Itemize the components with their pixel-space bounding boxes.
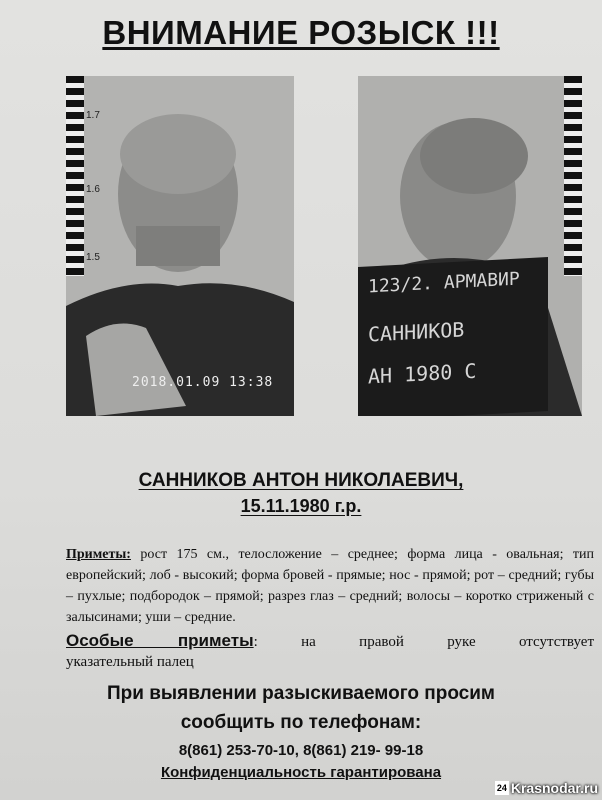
special-features-label: Особые приметы — [66, 631, 254, 650]
ruler-mark: 1.7 — [86, 110, 100, 121]
poster-title: ВНИМАНИЕ РОЗЫСК !!! — [102, 14, 500, 51]
ruler-mark: 1.6 — [86, 184, 100, 195]
features-paragraph — [66, 544, 594, 628]
board-line: 123/2. АРМАВИР — [368, 268, 520, 298]
features-text: рост 175 см., телосложение – среднее; форма лица - овальная; тип европейский; лоб - высокий; форма бровей - прямые; нос - прямой; рот – средний; губы – пухлые; подбородок – прямой; разрез глаз – средний; волосы – коротко стриженый с залысинами; уши – средние. — [66, 547, 594, 625]
confidentiality-note: Конфиденциальность гарантирована — [160, 764, 442, 781]
front-photo — [66, 76, 294, 416]
phone-numbers: 8(861) 253-70-10, 8(861) 219- 99-18 — [178, 742, 424, 759]
appeal-line-2: сообщить по телефонам: — [180, 712, 422, 733]
photo-timestamp: 2018.01.09 13:38 — [132, 375, 274, 390]
special-features-text: : на правой руке отсутствует — [253, 634, 594, 650]
person-birthdate: 15.11.1980 г.р. — [240, 496, 362, 516]
features-label: Приметы: — [66, 547, 131, 562]
board-line: САННИКОВ — [368, 317, 465, 347]
ruler-mark: 1.5 — [86, 252, 100, 263]
front-photo-image — [66, 76, 294, 416]
profile-photo — [358, 76, 582, 416]
person-name: САННИКОВ АНТОН НИКОЛАЕВИЧ, — [138, 470, 464, 491]
id-board — [358, 257, 548, 416]
site-watermark — [495, 780, 598, 796]
watermark-text: Krasnodar.ru — [510, 780, 598, 796]
special-features-text-2: указательный палец — [66, 654, 194, 670]
board-line: АН 1980 С — [368, 358, 477, 389]
height-ruler — [564, 76, 582, 276]
height-ruler — [66, 76, 84, 276]
special-features — [66, 630, 594, 653]
watermark-badge: 24 — [496, 783, 507, 793]
appeal-line-1: При выявлении разыскиваемого просим — [107, 683, 495, 704]
